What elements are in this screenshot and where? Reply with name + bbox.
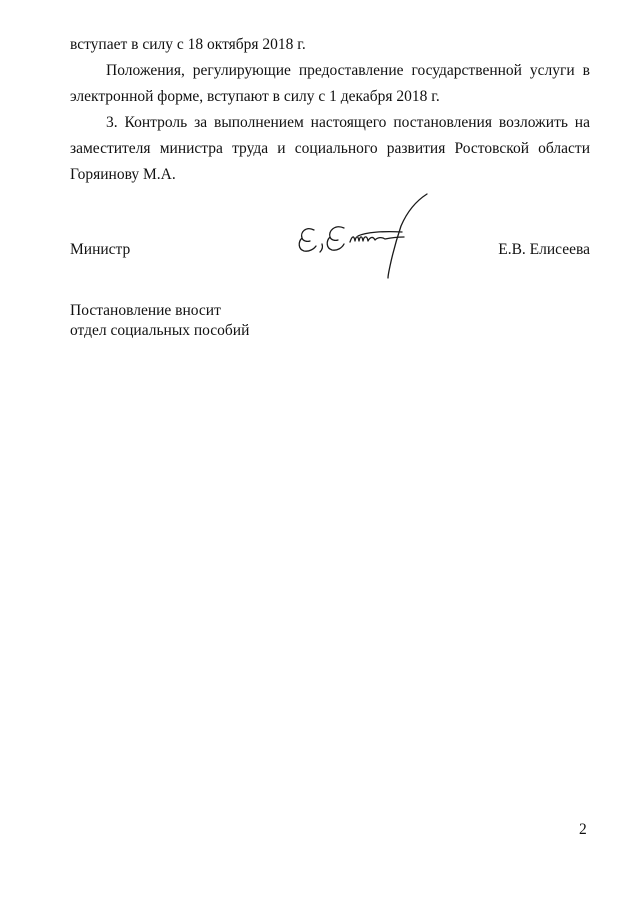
paragraph-line: Горяинову М.А. bbox=[70, 166, 176, 183]
paragraph-line: заместителя министра труда и социального развития Ростовской области bbox=[70, 140, 590, 157]
paragraph-line: Положения, регулирующие предоставление государственной услуги в bbox=[106, 62, 590, 79]
submitter-note: Постановление вносит bbox=[70, 302, 221, 319]
signatory-name: Е.В. Елисеева bbox=[498, 241, 590, 258]
page-number: 2 bbox=[579, 821, 587, 838]
paragraph-line: электронной форме, вступают в силу с 1 декабря 2018 г. bbox=[70, 88, 440, 105]
handwritten-signature bbox=[292, 186, 442, 286]
signatory-title: Министр bbox=[70, 241, 131, 258]
paragraph-line: 3. Контроль за выполнением настоящего постановления возложить на bbox=[106, 114, 590, 131]
submitter-department: отдел социальных пособий bbox=[70, 322, 250, 339]
paragraph-line: вступает в силу с 18 октября 2018 г. bbox=[70, 36, 306, 53]
